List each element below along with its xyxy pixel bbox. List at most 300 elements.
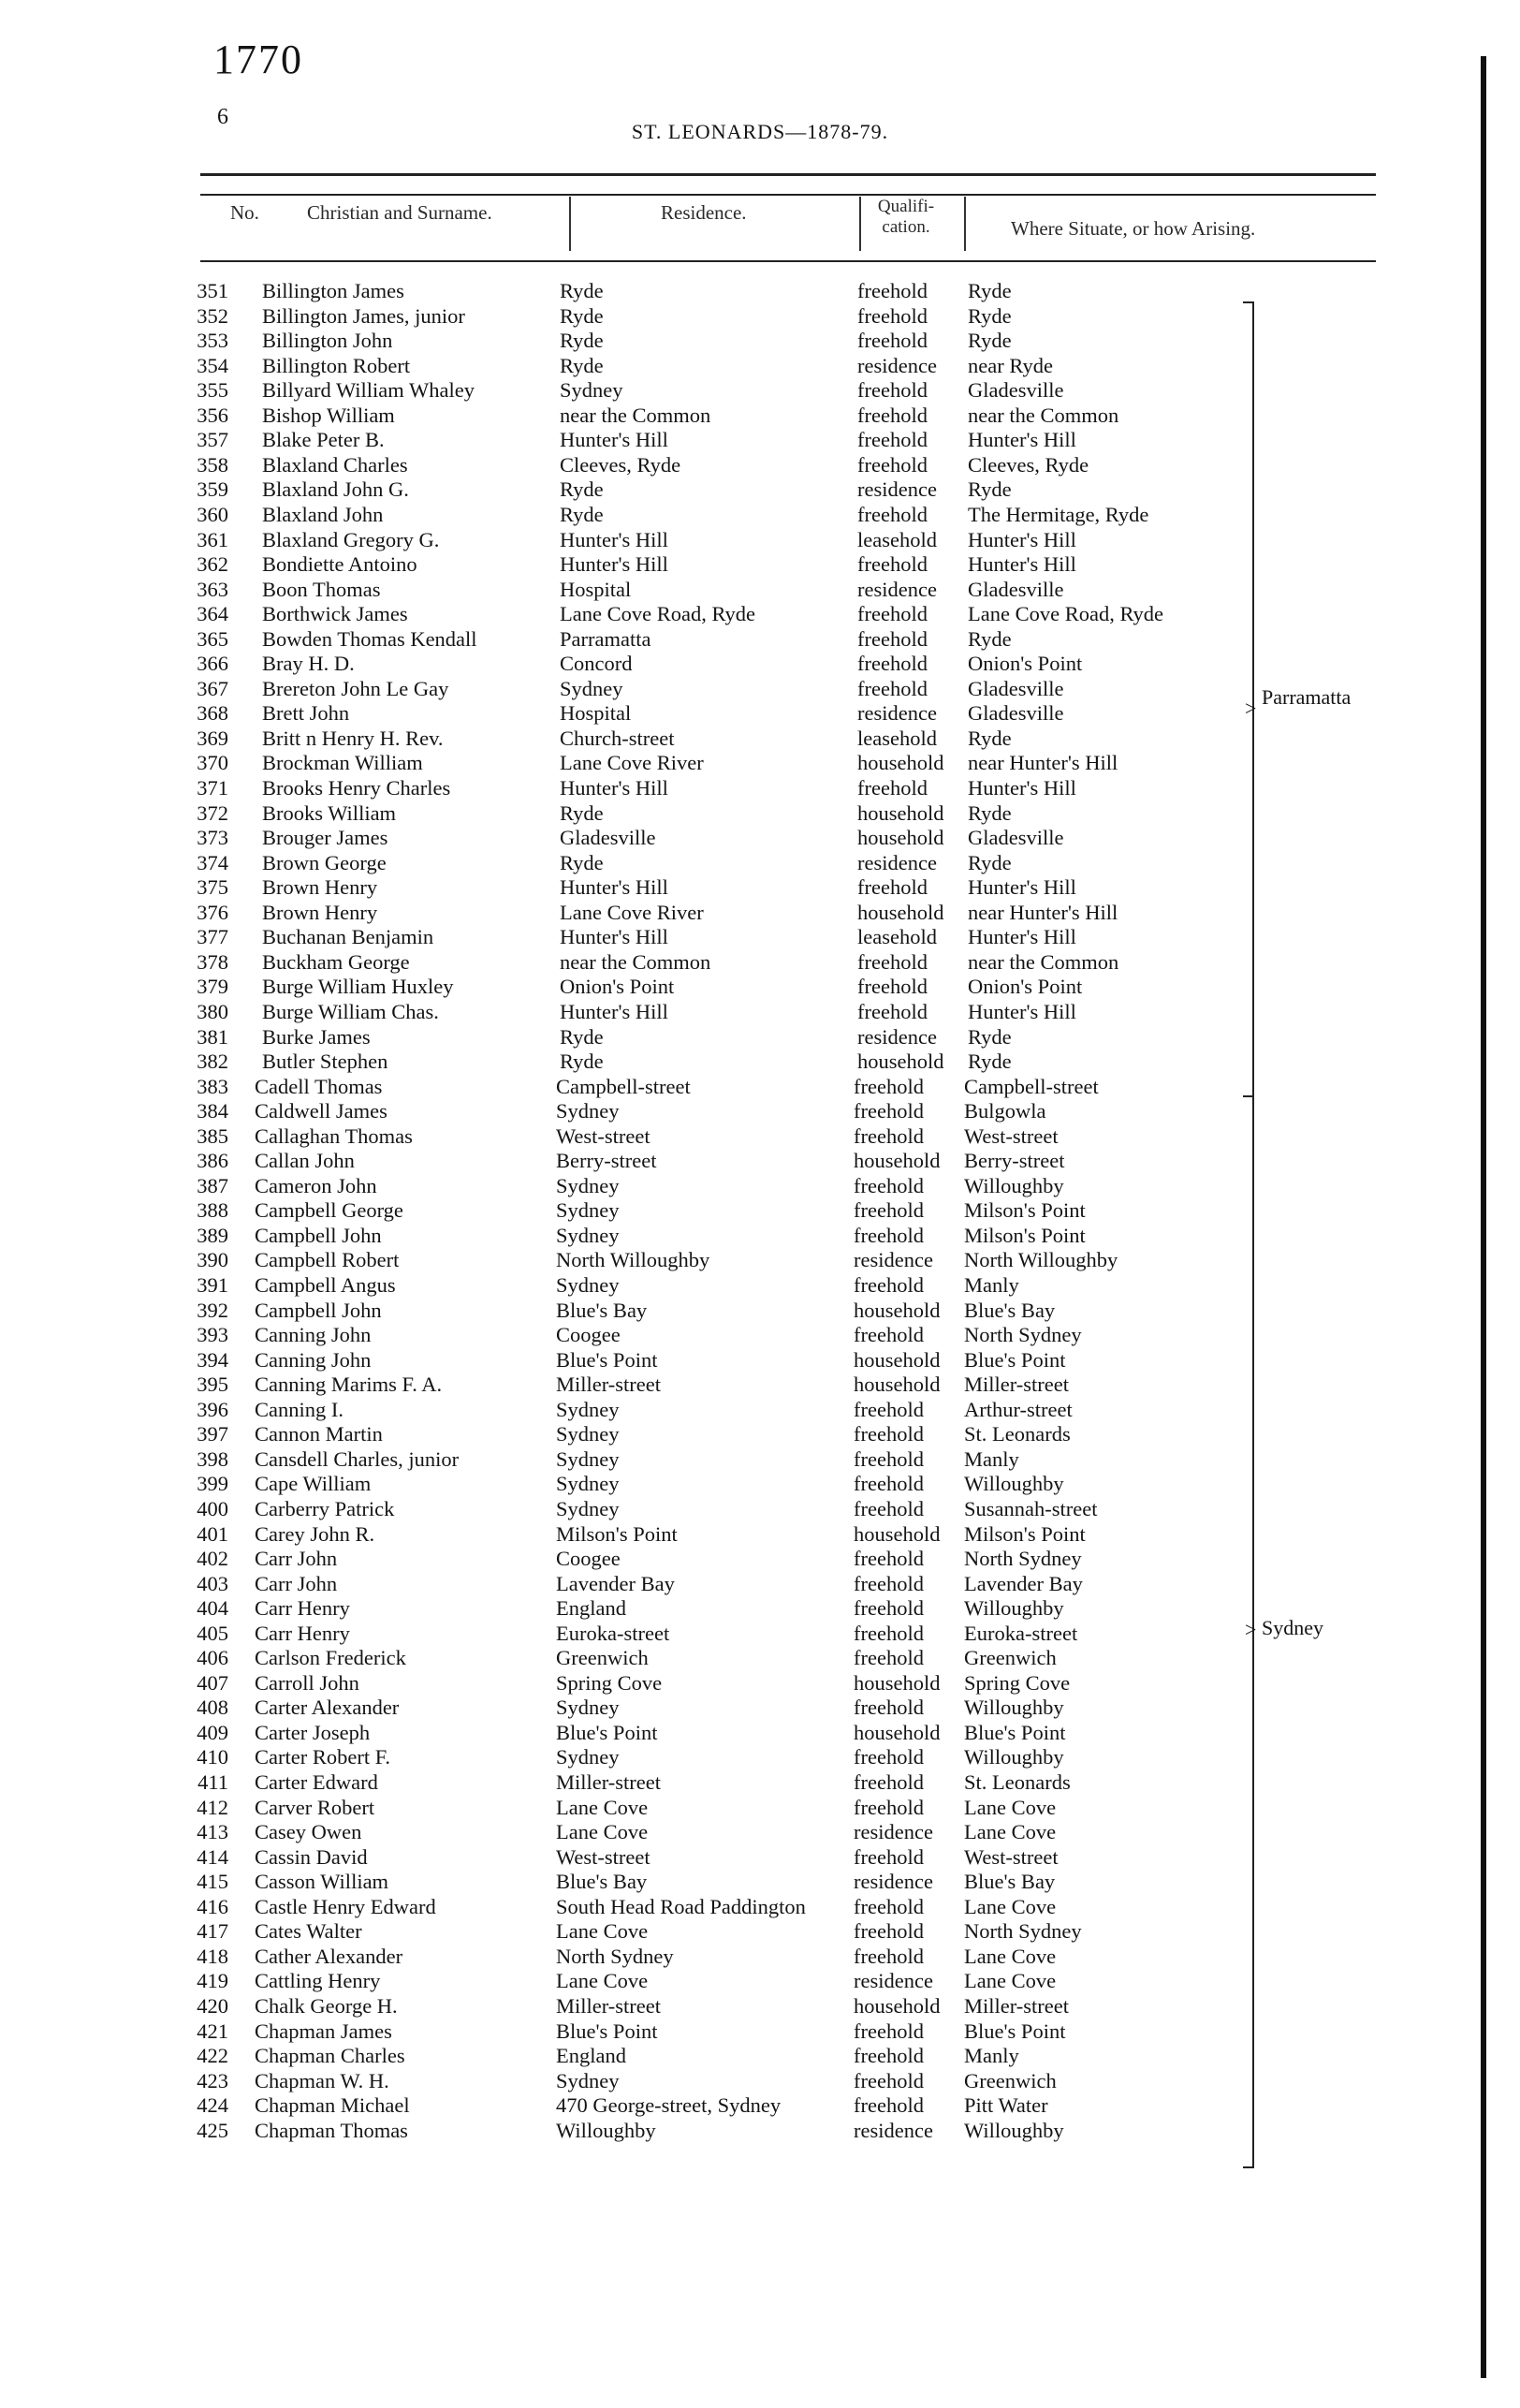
elector-name: Billyard William Whaley [262,378,475,403]
qualification: household [857,800,944,825]
row-number: 401 [197,1521,228,1546]
residence: Sydney [556,1198,620,1223]
group-label-sydney: Sydney [1262,1616,1323,1639]
header-name: Christian and Surname. [307,201,492,224]
elector-name: Canning John [255,1323,372,1347]
qualification: freehold [854,1074,924,1098]
residence: Sydney [556,2068,620,2092]
table-row [0,1497,1520,1521]
qualification: freehold [857,626,928,651]
table-row [0,1969,1520,1993]
qualification: freehold [854,1646,924,1670]
qualification: residence [854,1870,933,1894]
table-row [0,875,1520,900]
where-situate: Ryde [968,279,1012,302]
residence: West-street [556,1844,650,1869]
row-number: 417 [197,1919,228,1944]
qualification: freehold [854,1198,924,1223]
table-row [0,528,1520,552]
header-no: No. [230,201,259,224]
where-situate: Lavender Bay [964,1571,1083,1595]
qualification: leasehold [857,726,937,750]
elector-name: Brown Henry [262,900,378,924]
row-number: 388 [197,1198,228,1223]
table-row [0,2044,1520,2068]
residence: Berry-street [556,1149,657,1173]
row-number: 369 [197,726,228,750]
where-situate: Bulgowla [964,1099,1046,1123]
where-situate: Hunter's Hill [968,428,1076,452]
table-row [0,950,1520,975]
residence: Hospital [560,701,632,726]
where-situate: near Ryde [968,353,1053,377]
row-number: 374 [197,850,228,874]
residence: Gladesville [560,826,656,850]
table-row [0,378,1520,403]
row-number: 411 [197,1770,228,1794]
where-situate: Gladesville [968,676,1064,700]
residence: Ryde [560,353,604,377]
elector-name: Carter Joseph [255,1720,371,1744]
row-number: 408 [197,1696,228,1720]
table-row [0,727,1520,751]
table-row [0,925,1520,949]
residence: Milson's Point [556,1521,678,1546]
elector-name: Campbell John [255,1298,382,1322]
where-situate: Blue's Point [964,1720,1066,1744]
where-situate: Milson's Point [964,1198,1086,1223]
table-row [0,1820,1520,1844]
table-row [0,1050,1520,1074]
elector-name: Cather Alexander [255,1944,403,1968]
residence: Lane Cove River [560,751,704,775]
header-separator [964,197,966,251]
where-situate: Gladesville [968,701,1064,726]
row-number: 394 [197,1347,228,1372]
qualification: freehold [857,279,928,302]
residence: Sydney [556,1099,620,1123]
residence: South Head Road Paddington [556,1894,806,1918]
qualification: freehold [857,776,928,800]
where-situate: Blue's Point [964,1347,1066,1372]
table-row [0,1671,1520,1696]
top-rule-thin [200,194,1376,196]
row-number: 423 [197,2068,228,2092]
qualification: freehold [854,2019,924,2043]
table-row [0,1945,1520,1969]
elector-name: Cassin David [255,1844,368,1869]
row-number: 360 [197,502,228,526]
header-residence: Residence. [661,201,747,224]
elector-name: Cape William [255,1472,372,1496]
residence: Hunter's Hill [560,527,668,551]
residence: Sydney [560,676,623,700]
residence: Parramatta [560,626,651,651]
residence: Hunter's Hill [560,875,668,900]
row-number: 414 [197,1844,228,1869]
table-row [0,801,1520,826]
table-row [0,1696,1520,1720]
table-row [0,304,1520,329]
qualification: residence [854,1248,933,1272]
residence: Sydney [556,1173,620,1197]
where-situate: Hunter's Hill [968,875,1076,900]
table-row [0,1248,1520,1272]
row-number: 418 [197,1944,228,1968]
header-qualification: Qualifi- cation. [877,197,935,237]
residence: Ryde [560,279,604,302]
row-number: 366 [197,652,228,676]
handwritten-page-number: 1770 [213,37,303,82]
qualification: freehold [854,2044,924,2068]
residence: England [556,1596,626,1621]
elector-name: Brouger James [262,826,388,850]
qualification: freehold [854,1273,924,1297]
elector-name: Brett John [262,701,350,726]
row-number: 406 [197,1646,228,1670]
elector-name: Chapman W. H. [255,2068,389,2092]
qualification: freehold [854,1795,924,1819]
elector-name: Brown George [262,850,387,874]
elector-name: Campbell George [255,1198,403,1223]
qualification: residence [857,1024,937,1049]
qualification: freehold [854,2068,924,2092]
qualification: leasehold [857,527,937,551]
elector-name: Brown Henry [262,875,378,900]
where-situate: St. Leonards [964,1422,1071,1446]
row-number: 371 [197,776,228,800]
where-situate: near Hunter's Hill [968,900,1118,924]
elector-name: Bowden Thomas Kendall [262,626,477,651]
residence: Lane Cove [556,1969,649,1993]
residence: Cleeves, Ryde [560,452,681,477]
residence: Sydney [556,1446,620,1471]
where-situate: Ryde [968,329,1012,353]
qualification: residence [857,353,937,377]
residence: Sydney [556,1422,620,1446]
row-number: 413 [197,1820,228,1844]
where-situate: Onion's Point [968,975,1083,999]
row-number: 361 [197,527,228,551]
residence: Ryde [560,329,604,353]
where-situate: Hunter's Hill [968,999,1076,1023]
residence: Hunter's Hill [560,999,668,1023]
elector-name: Callaghan Thomas [255,1123,413,1148]
residence: Hunter's Hill [560,552,668,577]
where-situate: Lane Cove [964,1795,1057,1819]
elector-name: Billington James [262,279,404,302]
elector-name: Blaxland John G. [262,477,409,502]
row-number: 425 [197,2118,228,2142]
table-row [0,1124,1520,1149]
residence: Hunter's Hill [560,428,668,452]
row-number: 390 [197,1248,228,1272]
qualification: freehold [857,428,928,452]
residence: Lane Cove River [560,900,704,924]
elector-name: Britt n Henry H. Rev. [262,726,444,750]
row-number: 393 [197,1323,228,1347]
elector-name: Canning Marims F. A. [255,1373,443,1397]
qualification: freehold [857,875,928,900]
elector-name: Campbell John [255,1223,382,1247]
elector-name: Brockman William [262,751,423,775]
qualification: freehold [857,502,928,526]
page-edge [1481,56,1486,2378]
where-situate: Willoughby [964,1173,1064,1197]
table-row [0,1572,1520,1596]
residence: Sydney [556,1745,620,1769]
qualification: freehold [857,975,928,999]
qualification: freehold [854,1944,924,1968]
table-row [0,1895,1520,1919]
qualification: household [854,1298,941,1322]
where-situate: Euroka-street [964,1621,1078,1645]
table-row [0,329,1520,353]
residence: Hunter's Hill [560,776,668,800]
residence: Sydney [556,1696,620,1720]
elector-name: Carr Henry [255,1621,350,1645]
table-row [0,1323,1520,1347]
elector-name: Carroll John [255,1670,359,1695]
elector-name: Chapman James [255,2019,392,2043]
residence: Ryde [560,800,604,825]
where-situate: Cleeves, Ryde [968,452,1089,477]
top-rule [200,173,1376,176]
qualification: household [857,751,944,775]
residence: Miller-street [556,1373,662,1397]
row-number: 357 [197,428,228,452]
qualification: freehold [857,999,928,1023]
elector-name: Brooks Henry Charles [262,776,451,800]
qualification: residence [857,477,937,502]
where-situate: North Sydney [964,1919,1082,1944]
qualification: household [854,1720,941,1744]
table-row [0,627,1520,652]
row-number: 363 [197,577,228,601]
row-number: 364 [197,602,228,626]
table-row [0,1373,1520,1397]
table-row [0,453,1520,477]
header-where: Where Situate, or how Arising. [1011,217,1256,240]
residence: Sydney [560,378,623,403]
where-situate: Blue's Bay [964,1870,1056,1894]
where-situate: Spring Cove [964,1670,1071,1695]
qualification: freehold [854,1894,924,1918]
elector-name: Casey Owen [255,1820,362,1844]
elector-name: Carr Henry [255,1596,350,1621]
row-number: 353 [197,329,228,353]
residence: Blue's Point [556,1720,658,1744]
residence: Coogee [556,1323,621,1347]
table-row [0,1075,1520,1099]
residence: near the Common [560,949,711,974]
elector-name: Cameron John [255,1173,377,1197]
table-row [0,1745,1520,1769]
qualification: freehold [854,1770,924,1794]
row-number: 351 [197,279,228,302]
elector-name: Burke James [262,1024,371,1049]
where-situate: Hunter's Hill [968,552,1076,577]
table-row [0,826,1520,850]
row-number: 375 [197,875,228,900]
elector-name: Carberry Patrick [255,1496,395,1520]
where-situate: Blue's Point [964,2019,1066,2043]
table-row [0,1398,1520,1422]
residence: Sydney [556,1472,620,1496]
residence: Ryde [560,850,604,874]
residence: Hospital [560,577,632,601]
where-situate: Willoughby [964,1596,1064,1621]
table-row [0,1099,1520,1123]
row-number: 404 [197,1596,228,1621]
row-number: 376 [197,900,228,924]
qualification: leasehold [857,925,937,949]
elector-name: Brooks William [262,800,397,825]
elector-name: Billington John [262,329,393,353]
elector-name: Brereton John Le Gay [262,676,449,700]
residence: Coogee [556,1547,621,1571]
table-row [0,1870,1520,1894]
where-situate: Ryde [968,626,1012,651]
qualification: freehold [854,1696,924,1720]
where-situate: Miller-street [964,1373,1070,1397]
row-number: 416 [197,1894,228,1918]
row-number: 378 [197,949,228,974]
table-row [0,1174,1520,1198]
elector-name: Billington Robert [262,353,411,377]
qualification: household [854,1347,941,1372]
elector-name: Chapman Thomas [255,2118,408,2142]
table-row [0,552,1520,577]
table-row [0,354,1520,378]
elector-name: Billington James, junior [262,303,465,328]
residence: Concord [560,652,633,676]
row-number: 354 [197,353,228,377]
table-row [0,901,1520,925]
qualification: freehold [854,1496,924,1520]
row-number: 397 [197,1422,228,1446]
where-situate: Lane Cove [964,1820,1057,1844]
where-situate: Ryde [968,1024,1012,1049]
qualification: household [854,1373,941,1397]
where-situate: Hunter's Hill [968,776,1076,800]
qualification: freehold [857,949,928,974]
table-row [0,1273,1520,1298]
elector-name: Buckham George [262,949,410,974]
row-number: 407 [197,1670,228,1695]
row-number: 421 [197,2019,228,2043]
row-number: 386 [197,1149,228,1173]
residence: Sydney [556,1496,620,1520]
qualification: freehold [854,1446,924,1471]
row-number: 412 [197,1795,228,1819]
qualification: freehold [857,403,928,427]
row-number: 381 [197,1024,228,1049]
table-row [0,602,1520,626]
where-situate: Ryde [968,477,1012,502]
residence: Sydney [556,1223,620,1247]
residence: Miller-street [556,1770,662,1794]
where-situate: Greenwich [964,1646,1057,1670]
row-number: 383 [197,1074,228,1098]
where-situate: Ryde [968,303,1012,328]
qualification: freehold [857,303,928,328]
qualification: freehold [854,1844,924,1869]
qualification: freehold [854,1745,924,1769]
where-situate: Willoughby [964,1696,1064,1720]
table-row [0,1646,1520,1670]
table-row [0,1299,1520,1323]
residence: Spring Cove [556,1670,663,1695]
elector-name: Chalk George H. [255,1993,398,2018]
elector-name: Boon Thomas [262,577,381,601]
table-row [0,1025,1520,1050]
qualification: household [854,1521,941,1546]
where-situate: Arthur-street [964,1397,1073,1421]
qualification: freehold [854,1099,924,1123]
where-situate: North Willoughby [964,1248,1118,1272]
elector-name: Blaxland Charles [262,452,408,477]
row-number: 399 [197,1472,228,1496]
elector-name: Blaxland Gregory G. [262,527,440,551]
where-situate: Manly [964,1273,1019,1297]
table-row [0,477,1520,502]
elector-name: Cates Walter [255,1919,362,1944]
residence: Church-street [560,726,675,750]
qualification: residence [857,701,937,726]
header-separator [859,197,861,251]
row-number: 396 [197,1397,228,1421]
where-situate: Willoughby [964,2118,1064,2142]
row-number: 398 [197,1446,228,1471]
residence: Willoughby [556,2118,656,2142]
where-situate: Susannah-street [964,1496,1098,1520]
residence: Ryde [560,303,604,328]
residence: Miller-street [556,1993,662,2018]
header-separator [569,197,571,251]
elector-name: Cannon Martin [255,1422,383,1446]
where-situate: Milson's Point [964,1521,1086,1546]
row-number: 392 [197,1298,228,1322]
row-number: 377 [197,925,228,949]
row-number: 365 [197,626,228,651]
row-number: 424 [197,2093,228,2118]
row-number: 382 [197,1050,228,1074]
elector-name: Blake Peter B. [262,428,385,452]
elector-name: Burge William Huxley [262,975,454,999]
table-row [0,1721,1520,1745]
qualification: freehold [854,1223,924,1247]
row-number: 370 [197,751,228,775]
where-situate: St. Leonards [964,1770,1071,1794]
qualification: freehold [857,652,928,676]
qualification: household [854,1670,941,1695]
row-number: 415 [197,1870,228,1894]
table-row [0,503,1520,527]
residence: Ryde [560,502,604,526]
row-number: 355 [197,378,228,403]
where-situate: West-street [964,1123,1059,1148]
qualification: freehold [854,1919,924,1944]
qualification: freehold [854,1323,924,1347]
qualification: freehold [854,1397,924,1421]
where-situate: Miller-street [964,1993,1070,2018]
where-situate: Lane Cove [964,1969,1057,1993]
table-row [0,1547,1520,1571]
qualification: freehold [857,676,928,700]
table-row [0,578,1520,602]
elector-name: Caldwell James [255,1099,387,1123]
